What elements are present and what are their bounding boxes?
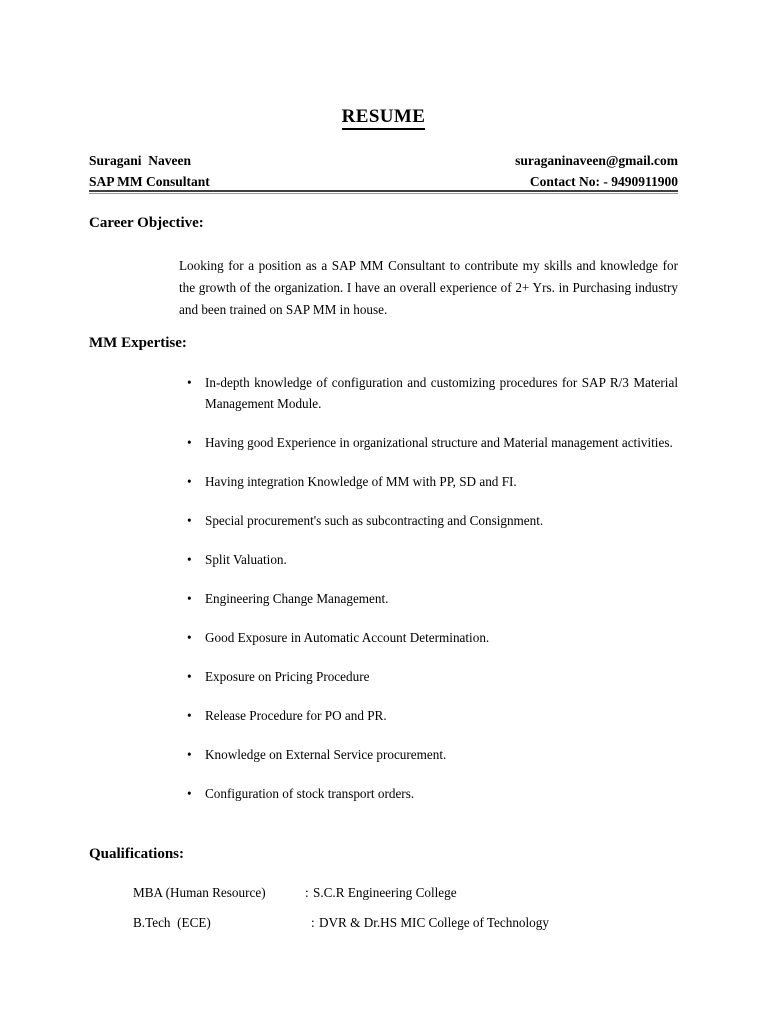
page-title	[89, 106, 678, 128]
page-title-text: RESUME	[342, 106, 426, 130]
bullet-dot-icon: •	[187, 552, 192, 567]
bullet-dot-icon: •	[187, 669, 192, 684]
list-item	[187, 372, 678, 414]
section-heading-mm-expertise: MM Expertise:	[89, 335, 187, 351]
qualification-degree: B.Tech (ECE)	[133, 915, 211, 930]
career-objective-text: Looking for a position as a SAP MM Consultant to contribute my skills and knowledge for the growth of the organization. I have an overall experience of 2+ Yrs. in Purchasing industry and been trained on SAP MM in house.	[179, 258, 678, 317]
list-item	[187, 549, 678, 570]
bullet-dot-icon: •	[187, 375, 192, 390]
bullet-dot-icon: •	[187, 786, 192, 801]
qualifications-table	[133, 878, 678, 938]
table-row	[133, 878, 678, 908]
list-item	[187, 705, 678, 726]
header-divider	[89, 190, 678, 194]
list-item-label: Configuration of stock transport orders.	[205, 786, 415, 801]
bullet-dot-icon: •	[187, 630, 192, 645]
list-item-label: Having good Experience in organizational structure and Material management activities.	[205, 435, 673, 450]
list-item	[187, 471, 678, 492]
qualification-institute: DVR & Dr.HS MIC College of Technology	[319, 915, 549, 930]
candidate-name: Suragani Naveen	[89, 153, 192, 168]
qualification-institute: S.C.R Engineering College	[313, 885, 457, 900]
table-row	[133, 908, 678, 938]
list-item-label: Split Valuation.	[205, 552, 287, 567]
list-item	[187, 627, 678, 648]
list-item	[187, 666, 678, 687]
bullet-dot-icon: •	[187, 513, 192, 528]
bullet-dot-icon: •	[187, 747, 192, 762]
list-item-label: Release Procedure for PO and PR.	[205, 708, 387, 723]
list-item-label: In-depth knowledge of configuration and customizing procedures for SAP R/3 Material Management Module.	[205, 375, 678, 411]
candidate-contact: Contact No: - 9490911900	[529, 174, 678, 189]
list-item	[187, 432, 678, 453]
header-row-secondary	[89, 171, 678, 192]
list-item	[187, 783, 678, 804]
qualification-degree: MBA (Human Resource)	[133, 885, 266, 900]
list-item	[187, 510, 678, 531]
list-item-label: Special procurement's such as subcontracting and Consignment.	[205, 513, 544, 528]
list-item	[187, 588, 678, 609]
qualification-separator: :	[305, 885, 309, 900]
bullet-dot-icon: •	[187, 591, 192, 606]
header-divider-thin	[89, 193, 678, 194]
list-item-label: Having integration Knowledge of MM with PP, SD and FI.	[205, 474, 517, 489]
header-row-primary	[89, 150, 678, 171]
list-item-label: Good Exposure in Automatic Account Determination.	[205, 630, 490, 645]
bullet-dot-icon: •	[187, 474, 192, 489]
candidate-email: suraganinaveen@gmail.com	[515, 153, 678, 168]
candidate-role: SAP MM Consultant	[89, 174, 210, 189]
bullet-dot-icon: •	[187, 708, 192, 723]
list-item-label: Exposure on Pricing Procedure	[205, 669, 370, 684]
mm-expertise-list	[187, 372, 678, 822]
header-identity-block	[89, 150, 678, 192]
list-item	[187, 744, 678, 765]
qualification-separator: :	[311, 915, 315, 930]
list-item-label: Knowledge on External Service procurement.	[205, 747, 447, 762]
section-heading-career-objective: Career Objective:	[89, 215, 204, 231]
header-divider-thick	[89, 190, 678, 192]
section-heading-qualifications: Qualifications:	[89, 846, 185, 862]
bullet-dot-icon: •	[187, 435, 192, 450]
list-item-label: Engineering Change Management.	[205, 591, 389, 606]
